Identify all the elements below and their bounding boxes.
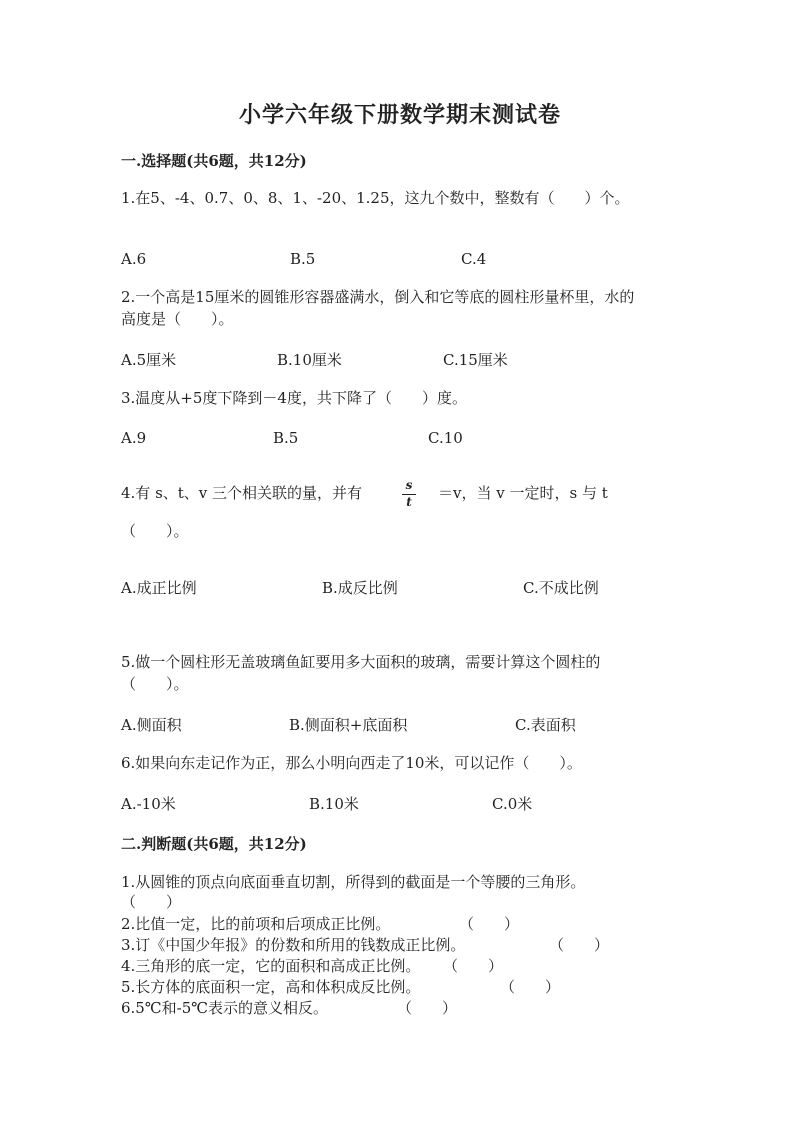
q4-option-a: A.成正比例: [121, 579, 197, 597]
q1-option-a: A.6: [121, 250, 147, 268]
section2-heading: 二.判断题(共6题，共12分): [121, 835, 307, 853]
q1-option-b: B.5: [290, 250, 316, 268]
q2-option-c: C.15厘米: [443, 351, 508, 369]
q5-option-c: C.表面积: [515, 716, 576, 734]
tf-item-3: 3.订《中国少年报》的份数和所用的钱数成正比例。: [121, 936, 466, 954]
tf-item-2-paren: （ ）: [459, 915, 520, 933]
q3-option-b: B.5: [273, 429, 299, 447]
question-4-line2: （ ）。: [121, 522, 189, 540]
q2-option-b: B.10厘米: [277, 351, 342, 369]
question-1: 1.在5、-4、0.7、0、8、1、-20、1.25，这九个数中，整数有（ ）个。: [121, 189, 630, 207]
q5-option-b: B.侧面积+底面积: [289, 716, 408, 734]
question-4-part1: 4.有 s、t、v 三个相关联的量，并有: [121, 484, 363, 502]
q4-option-c: C.不成比例: [523, 579, 599, 597]
q4-option-b: B.成反比例: [322, 579, 398, 597]
q6-option-a: A.-10米: [121, 795, 176, 813]
q6-option-c: C.0米: [492, 795, 533, 813]
question-4-part2: ＝v，当 v 一定时，s 与 t: [438, 484, 608, 502]
q6-option-b: B.10米: [309, 795, 359, 813]
question-2-line1: 2.一个高是15厘米的圆锥形容器盛满水，倒入和它等底的圆柱形量杯里，水的: [121, 288, 635, 306]
fraction-denominator: t: [406, 495, 412, 509]
q5-option-a: A.侧面积: [121, 716, 182, 734]
q2-option-a: A.5厘米: [121, 351, 177, 369]
question-5-line2: （ ）。: [121, 675, 189, 693]
tf-item-6-paren: （ ）: [397, 999, 458, 1017]
section1-heading: 一.选择题(共6题，共12分): [121, 152, 307, 170]
tf-item-5-paren: （ ）: [500, 978, 561, 996]
question-5-line1: 5.做一个圆柱形无盖玻璃鱼缸要用多大面积的玻璃，需要计算这个圆柱的: [121, 653, 601, 671]
q3-option-c: C.10: [428, 429, 463, 447]
page-title: 小学六年级下册数学期末测试卷: [238, 102, 561, 128]
tf-item-4-paren: （ ）: [443, 957, 504, 975]
q1-option-c: C.4: [461, 250, 487, 268]
tf-item-3-paren: （ ）: [549, 936, 610, 954]
fraction-numerator: s: [405, 478, 413, 492]
tf-item-1-paren: （ ）: [121, 893, 182, 911]
tf-item-2: 2.比值一定，比的前项和后项成正比例。: [121, 915, 391, 933]
tf-item-5: 5.长方体的底面积一定，高和体积成反比例。: [121, 978, 421, 996]
q3-option-a: A.9: [121, 429, 147, 447]
question-6: 6.如果向东走记作为正，那么小明向西走了10米，可以记作（ ）。: [121, 754, 582, 772]
tf-item-1: 1.从圆锥的顶点向底面垂直切割，所得到的截面是一个等腰的三角形。: [121, 873, 586, 891]
tf-item-6: 6.5℃和-5℃表示的意义相反。: [121, 999, 329, 1017]
question-2-line2: 高度是（ ）。: [121, 310, 234, 328]
question-3: 3.温度从+5度下降到－4度，共下降了（ ）度。: [121, 389, 467, 407]
tf-item-4: 4.三角形的底一定，它的面积和高成正比例。: [121, 957, 421, 975]
